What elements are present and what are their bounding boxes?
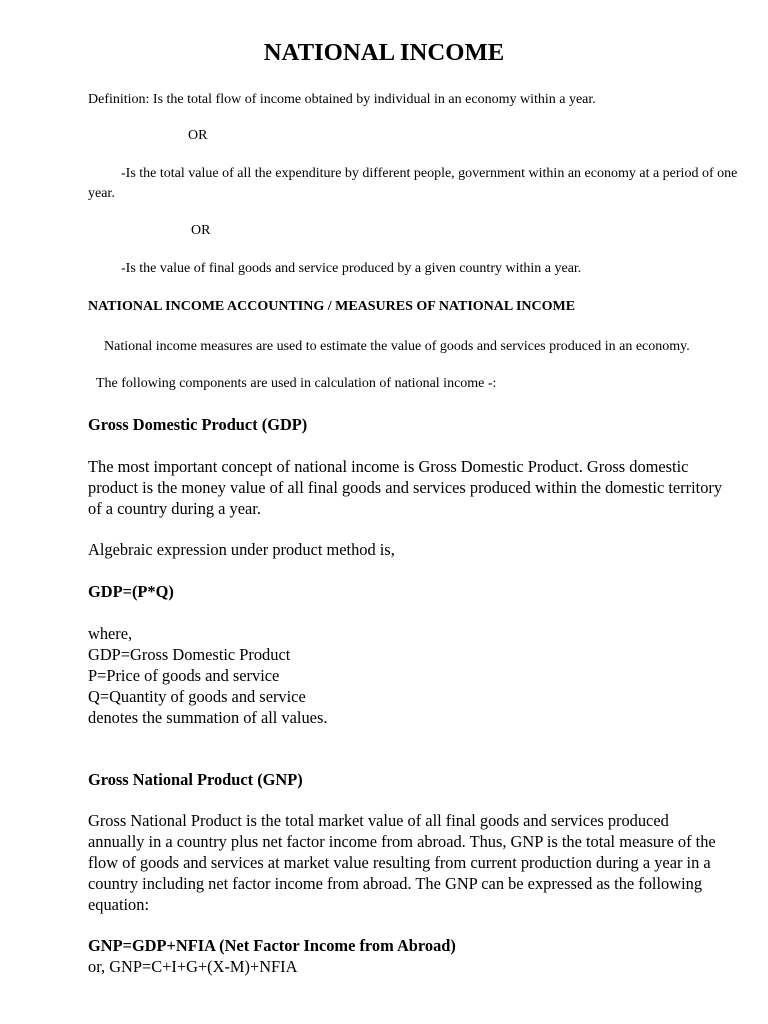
gdp-paragraph-line: The most important concept of national income is Gross Domestic Product. Gross domestic [88,457,689,476]
section-heading-accounting: NATIONAL INCOME ACCOUNTING / MEASURES OF NATIONAL INCOME [88,299,576,314]
where-line: denotes the summation of all values. [88,708,328,727]
gnp-paragraph-line: Gross National Product is the total market value of all final goods and services produced [88,811,669,830]
where-line: GDP=Gross Domestic Product [88,645,291,664]
definition-alt-1: -Is the total value of all the expenditure by different people, government within an economy at a period of one [121,166,738,181]
gnp-paragraph-line: equation: [88,895,149,914]
where-line: where, [88,624,133,643]
gdp-formula: GDP=(P*Q) [88,582,174,601]
gnp-paragraph-line: flow of goods and services at market value resulting from current production during a year in a [88,853,711,872]
definition-alt-2: -Is the value of final goods and service produced by a given country within a year. [121,261,582,276]
gnp-paragraph-line: country including net factor income from abroad. The GNP can be expressed as the following [88,874,703,893]
gnp-heading: Gross National Product (GNP) [88,770,303,789]
algebraic-expression-text: Algebraic expression under product method is, [88,540,395,559]
definition-text: Definition: Is the total flow of income obtained by individual in an economy within a year. [88,92,596,107]
gdp-heading: Gross Domestic Product (GDP) [88,415,308,434]
where-line: Q=Quantity of goods and service [88,687,306,706]
or-separator: OR [188,128,208,143]
accounting-paragraph: National income measures are used to estimate the value of goods and services produced in an economy. [104,339,690,354]
gdp-paragraph-line: product is the money value of all final goods and services produced within the domestic territory [88,478,723,497]
definition-alt-1-cont: year. [88,186,115,201]
or-separator: OR [191,223,211,238]
document-title: NATIONAL INCOME [263,39,505,66]
where-line: P=Price of goods and service [88,666,280,685]
gdp-paragraph-line: of a country during a year. [88,499,261,518]
gnp-paragraph-line: annually in a country plus net factor income from abroad. Thus, GNP is the total measure of the [88,832,716,851]
gnp-formula-expanded: or, GNP=C+I+G+(X-M)+NFIA [88,957,298,976]
components-intro: The following components are used in calculation of national income -: [96,376,497,391]
gnp-formula: GNP=GDP+NFIA (Net Factor Income from Abroad) [88,936,456,955]
